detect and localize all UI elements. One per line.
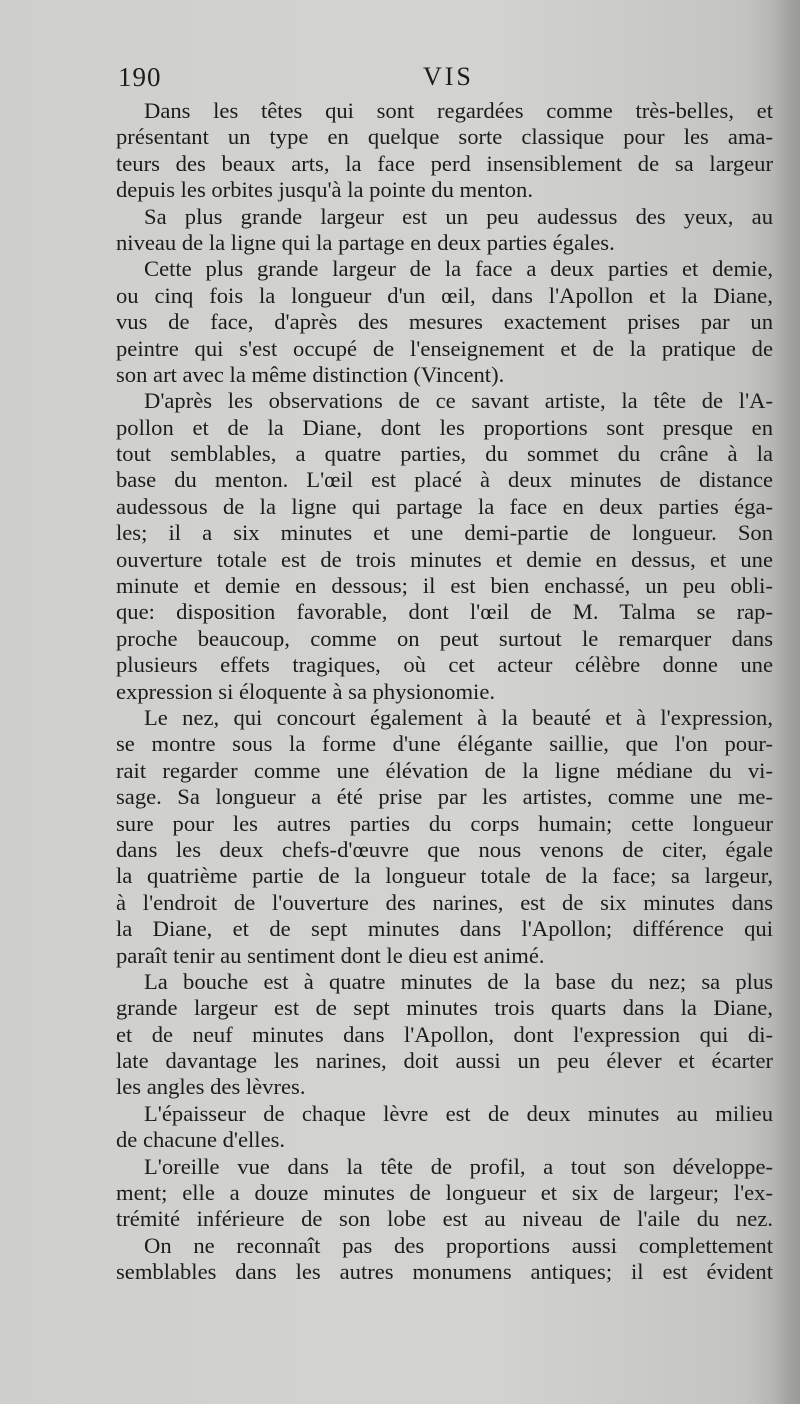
text-line: peintre qui s'est occupé de l'enseignement et de la pratique de [116, 335, 773, 361]
text-line: Cette plus grande largeur de la face a deux parties et demie, [144, 256, 773, 282]
body-text [116, 98, 773, 1286]
text-line: à l'endroit de l'ouverture des narines, est de six minutes dans [116, 889, 773, 915]
text-line: paraît tenir au sentiment dont le dieu est animé. [116, 942, 545, 968]
text-line: tout semblables, a quatre parties, du sommet du crâne à la [116, 441, 773, 467]
text-line: son art avec la même distinction (Vincent). [116, 361, 505, 387]
text-line: se montre sous la forme d'une élégante saillie, que l'on pour- [116, 731, 773, 757]
text-line: ment; elle a douze minutes de longueur et six de largeur; l'ex- [116, 1180, 773, 1206]
text-line: grande largeur est de sept minutes trois quarts dans la Diane, [116, 995, 773, 1021]
text-line: pollon et de la Diane, dont les proportions sont presque en [116, 414, 773, 440]
text-line: les angles des lèvres. [116, 1074, 306, 1100]
text-line: L'oreille vue dans la tête de profil, a tout son développe- [144, 1153, 773, 1179]
running-head: VIS [423, 62, 474, 91]
text-line: les; il a six minutes et une demi-partie de longueur. Son [116, 520, 773, 546]
text-line: L'épaisseur de chaque lèvre est de deux minutes au milieu [144, 1100, 773, 1126]
page-header [118, 62, 773, 98]
text-line: late davantage les narines, doit aussi un peu élever et écarter [116, 1048, 773, 1074]
text-line: base du menton. L'œil est placé à deux minutes de distance [116, 467, 773, 493]
text-line: rait regarder comme une élévation de la ligne médiane du vi- [116, 757, 773, 783]
text-line: Le nez, qui concourt également à la beauté et à l'expression, [144, 704, 773, 730]
text-line: vus de face, d'après des mesures exactement prises par un [116, 309, 773, 335]
text-line: et de neuf minutes dans l'Apollon, dont l'expression qui di- [116, 1021, 773, 1047]
text-line: la quatrième partie de la longueur totale de la face; sa largeur, [116, 863, 773, 889]
text-line: niveau de la ligne qui la partage en deux parties égales. [116, 229, 615, 255]
text-line: sage. Sa longueur a été prise par les artistes, comme une me- [116, 784, 773, 810]
text-line: présentant un type en quelque sorte classique pour les ama- [116, 124, 773, 150]
text-line: sure pour les autres parties du corps humain; cette longueur [116, 810, 773, 836]
page-number: 190 [118, 62, 162, 92]
text-line: dans les deux chefs-d'œuvre que nous venons de citer, égale [116, 836, 773, 862]
text-line: la Diane, et de sept minutes dans l'Apollon; différence qui [116, 916, 773, 942]
text-line: La bouche est à quatre minutes de la base du nez; sa plus [144, 968, 773, 994]
text-line: que: disposition favorable, dont l'œil de M. Talma se rap- [116, 599, 773, 625]
text-line: de chacune d'elles. [116, 1127, 286, 1153]
text-line: trémité inférieure de son lobe est au niveau de l'aile du nez. [116, 1206, 773, 1232]
text-line: minute et demie en dessous; il est bien enchassé, un peu obli- [116, 573, 773, 599]
text-line: Sa plus grande largeur est un peu audessus des yeux, au [144, 203, 773, 229]
text-line: Dans les têtes qui sont regardées comme très-belles, et [144, 98, 773, 123]
text-line: On ne reconnaît pas des proportions aussi complettement [144, 1232, 773, 1258]
text-line: plusieurs effets tragiques, où cet acteur célèbre donne une [116, 652, 773, 678]
text-line: teurs des beaux arts, la face perd insensiblement de sa largeur [116, 150, 773, 176]
text-line: proche beaucoup, comme on peut surtout le remarquer dans [116, 625, 773, 651]
text-line: ouverture totale est de trois minutes et demie en dessus, et une [116, 546, 773, 572]
text-line: expression si éloquente à sa physionomie. [116, 678, 495, 704]
text-line: ou cinq fois la longueur d'un œil, dans l'Apollon et la Diane, [116, 282, 773, 308]
text-line: semblables dans les autres monumens antiques; il est évident [116, 1259, 773, 1285]
text-line: depuis les orbites jusqu'à la pointe du menton. [116, 177, 533, 203]
text-line: audessous de la ligne qui partage la face en deux parties éga- [116, 493, 773, 519]
text-line: D'après les observations de ce savant artiste, la tête de l'A- [144, 388, 773, 414]
page-edge-shadow [774, 0, 800, 1404]
